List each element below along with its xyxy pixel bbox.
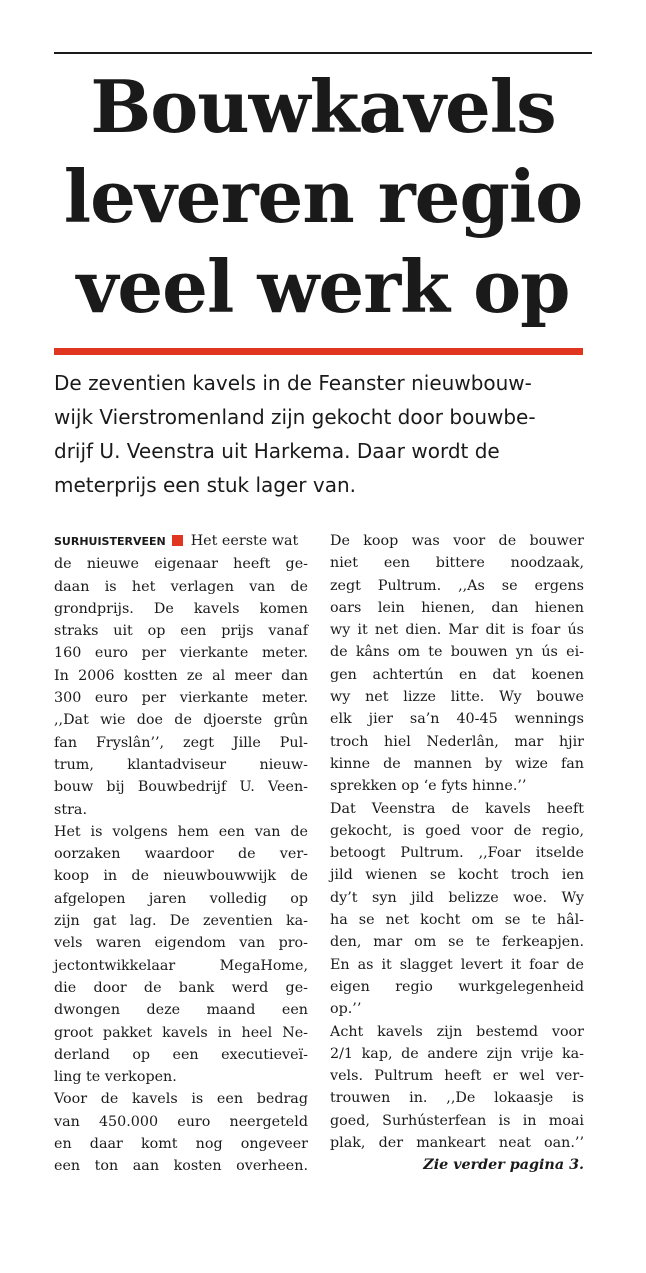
text-line: van 450.000 euro neergeteld: [54, 1113, 308, 1130]
text-line: den, mar om se te ferkeapjen.: [330, 934, 584, 951]
text-line: En as it slagget levert it foar de: [330, 956, 584, 973]
intro-line: meterprijs een stuk lager van.: [54, 473, 357, 497]
continued-on-page: Zie verder pagina 3.: [423, 1157, 584, 1174]
text-line: bouw bij Bouwbedrijf U. Veen-: [54, 779, 308, 796]
text-line: 160 euro per vierkante meter.: [54, 645, 308, 662]
intro-line: De zeventien kavels in de Feanster nieuwbouw-: [54, 371, 532, 395]
text-line: fan Fryslân’’, zegt Jille Pul-: [54, 734, 308, 751]
text-line: dy’t syn jild belizze woe. Wy: [330, 889, 584, 906]
text-line: daan is het verlagen van de: [54, 578, 308, 595]
text-line: Voor de kavels is een bedrag: [54, 1091, 308, 1108]
text-line: koop in de nieuwbouwwijk de: [54, 868, 308, 885]
text-line: sprekken op ‘e fyts hinne.’’: [330, 778, 527, 795]
red-square-bullet: [172, 535, 183, 546]
dateline: SURHUISTERVEEN: [54, 535, 166, 548]
text-line: kinne de mannen by wize fan: [330, 755, 584, 772]
text-line: elk jier sa’n 40-45 wennings: [330, 711, 584, 728]
text-line: eigen regio wurkgelegenheid: [330, 978, 584, 995]
text-line: de nieuwe eigenaar heeft ge-: [54, 556, 308, 573]
text-line: gen achtertún en dat koenen: [330, 666, 584, 683]
text-line: vels waren eigendom van pro-: [54, 935, 308, 952]
text-line: gekocht, is goed voor de regio,: [330, 822, 584, 839]
headline-divider: [54, 348, 583, 355]
first-line-text: Het eerste wat: [190, 533, 299, 549]
text-line: groot pakket kavels in heel Ne-: [54, 1024, 308, 1041]
text-line: plak, der mankeart neat oan.’’: [330, 1135, 584, 1152]
text-line: straks uit op een prijs vanaf: [54, 623, 308, 640]
text-line: niet een bittere noodzaak,: [330, 555, 584, 572]
text-line: de kâns om te bouwen yn ús ei-: [330, 644, 584, 661]
text-line: derland op een executieveï-: [54, 1046, 308, 1063]
text-line: Acht kavels zijn bestemd voor: [330, 1023, 584, 1040]
top-rule: [54, 52, 592, 54]
text-line: wy it net dien. Mar dit is foar ús: [330, 622, 584, 639]
text-line: grondprijs. De kavels komen: [54, 600, 308, 617]
headline-line: veel werk op: [76, 244, 570, 329]
text-line: dwongen deze maand een: [54, 1002, 308, 1019]
text-line: In 2006 kostten ze al meer dan: [54, 667, 308, 684]
text-line: 300 euro per vierkante meter.: [54, 690, 308, 707]
text-line: trouwen in. ,,De lokaasje is: [330, 1090, 584, 1107]
first-line: [54, 530, 308, 553]
text-line: afgelopen jaren volledig op: [54, 890, 308, 907]
text-line: jild wienen se kocht troch ien: [330, 867, 584, 884]
text-line: wy net lizze litte. Wy bouwe: [330, 689, 584, 706]
intro-paragraph: [54, 366, 594, 502]
text-line: een ton aan kosten overheen.: [54, 1158, 308, 1175]
text-line: troch hiel Nederlân, mar hjir: [330, 733, 584, 750]
text-line: ha se net kocht om se te hâl-: [330, 912, 584, 929]
text-line: Het is volgens hem een van de: [54, 823, 308, 840]
text-line: ling te verkopen.: [54, 1069, 177, 1086]
text-line: zijn gat lag. De zeventien ka-: [54, 913, 308, 930]
text-line: zegt Pultrum. ,,As se ergens: [330, 577, 584, 594]
left-column: [54, 530, 308, 1178]
text-line: goed, Surhústerfean is in moai: [330, 1112, 584, 1129]
text-line: betoogt Pultrum. ,,Foar itselde: [330, 845, 584, 862]
headline-line: Bouwkavels: [90, 64, 556, 149]
text-line: jectontwikkelaar MegaHome,: [54, 957, 308, 974]
text-line: die door de bank werd ge-: [54, 979, 308, 996]
text-line: op.’’: [330, 1001, 362, 1018]
text-line: Dat Veenstra de kavels heeft: [330, 800, 584, 817]
intro-line: wijk Vierstromenland zijn gekocht door bouwbe-: [54, 405, 536, 429]
text-line: 2/1 kap, de andere zijn vrije ka-: [330, 1045, 584, 1062]
text-line: en daar komt nog ongeveer: [54, 1136, 308, 1153]
intro-line: drijf U. Veenstra uit Harkema. Daar wordt de: [54, 439, 500, 463]
text-line: ,,Dat wie doe de djoerste grûn: [54, 712, 308, 729]
headline: [54, 62, 592, 332]
text-line: De koop was voor de bouwer: [330, 533, 584, 549]
text-line: vels. Pultrum heeft er wel ver-: [330, 1068, 584, 1085]
text-line: oars lein hienen, dan hienen: [330, 599, 584, 616]
text-line: oorzaken waardoor de ver-: [54, 846, 308, 863]
text-line: stra.: [54, 801, 87, 818]
right-column: [330, 530, 584, 1177]
headline-line: leveren regio: [63, 154, 583, 239]
text-line: trum, klantadviseur nieuw-: [54, 756, 308, 773]
